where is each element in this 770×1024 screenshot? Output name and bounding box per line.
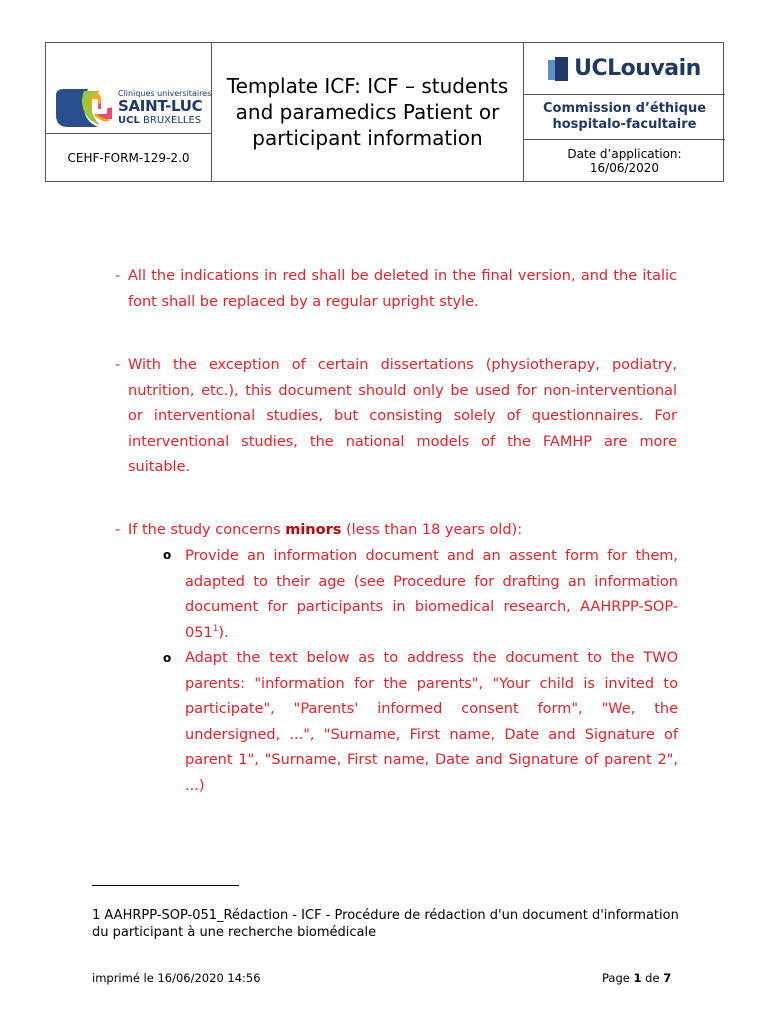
saint-luc-logo [54, 87, 212, 129]
instruction-paragraph-3 [115, 518, 677, 544]
commission-line1: Commission d’éthique [542, 101, 707, 116]
paragraph-dash: - [115, 522, 121, 538]
uclouvain-logo-text: UCLouvain [574, 56, 701, 81]
document-header [45, 42, 724, 182]
sub-bullet-1-marker: o [163, 548, 172, 562]
header-left-column [46, 43, 212, 181]
sub-bullet-2-text: Adapt the text below as to address the document to the TWO parents: "information for the parents", "Your child is invited to participate", "Parents' informed consent form", "We, the undersigned, ...", "Surname, First name, Date and Signature of parent 1", "Surname, First name, Date and Signature of parent 2", ...) [185, 650, 678, 794]
paragraph-1-text: All the indications in red shall be deleted in the final version, and the italic font shall be replaced by a regular upright style. [128, 268, 677, 310]
paragraph-2-text: With the exception of certain dissertations (physiotherapy, podiatry, nutrition, etc.), this document should only be used for non-interventional or interventional studies, but consisting solely of questionnaires. For interventional studies, the national models of the FAMHP are more suitable. [128, 357, 677, 475]
page-current: 1 [633, 971, 642, 985]
paragraph-3-text-after: (less than 18 years old): [341, 522, 523, 538]
footnote-separator [92, 885, 239, 886]
paragraph-3-text-before: If the study concerns [128, 522, 286, 538]
application-date [524, 140, 725, 182]
date-label: Date d’application: [567, 147, 682, 161]
instruction-paragraph-1 [115, 264, 677, 315]
document-title: Template ICF: ICF – students and paramedics Patient or participant information [226, 74, 509, 150]
date-value: 16/06/2020 [589, 161, 660, 175]
commission-line2: hospitalo-facultaire [552, 117, 697, 132]
page-of: de [645, 971, 660, 985]
footnote [92, 907, 692, 941]
paragraph-text [128, 264, 677, 315]
page-number [602, 971, 671, 985]
uclouvain-logo-icon [548, 57, 570, 81]
saint-luc-logo-ucl: UCL [118, 115, 140, 126]
form-id: CEHF-FORM-129-2.0 [67, 151, 190, 165]
paragraph-3-text [128, 518, 677, 544]
saint-luc-logo-line2: SAINT-LUC [118, 97, 203, 115]
saint-luc-logo-cell [46, 43, 211, 134]
saint-luc-logo-icon [54, 87, 114, 129]
minors-keyword: minors [285, 522, 342, 538]
footnote-text: AAHRPP-SOP-051_Rédaction - ICF - Procédure de rédaction d'un document d'information du participant à une recherche biomédicale [92, 908, 679, 940]
saint-luc-logo-line3 [118, 115, 201, 126]
sub-bullet-2 [185, 646, 678, 799]
saint-luc-logo-line1: Cliniques universitaires [118, 89, 212, 98]
printed-timestamp: imprimé le 16/06/2020 14:56 [92, 971, 261, 985]
sub-bullet-1-text [185, 544, 678, 646]
uclouvain-logo [548, 56, 701, 81]
sub-bullet-1 [185, 544, 678, 646]
commission-name [524, 95, 725, 140]
sub-bullet-2-marker: o [163, 651, 172, 665]
page-total: 7 [663, 971, 672, 985]
paragraph-dash: - [115, 357, 121, 373]
sub-bullet-1-body: Provide an information document and an assent form for them, adapted to their age (see Procedure for drafting an information document for participants in biomedical research, AAHRPP-SOP-051 [185, 548, 678, 641]
footnote-ref[interactable]: 1 [212, 623, 219, 634]
page-label: Page [602, 971, 630, 985]
footnote-number: 1 [92, 908, 101, 923]
paragraph-dash: - [115, 268, 121, 284]
saint-luc-logo-city: BRUXELLES [143, 115, 202, 126]
instruction-paragraph-2 [115, 353, 677, 481]
header-right-column [523, 43, 725, 181]
sub-bullet-1-end: ). [218, 624, 229, 641]
uclouvain-logo-cell [524, 43, 725, 95]
